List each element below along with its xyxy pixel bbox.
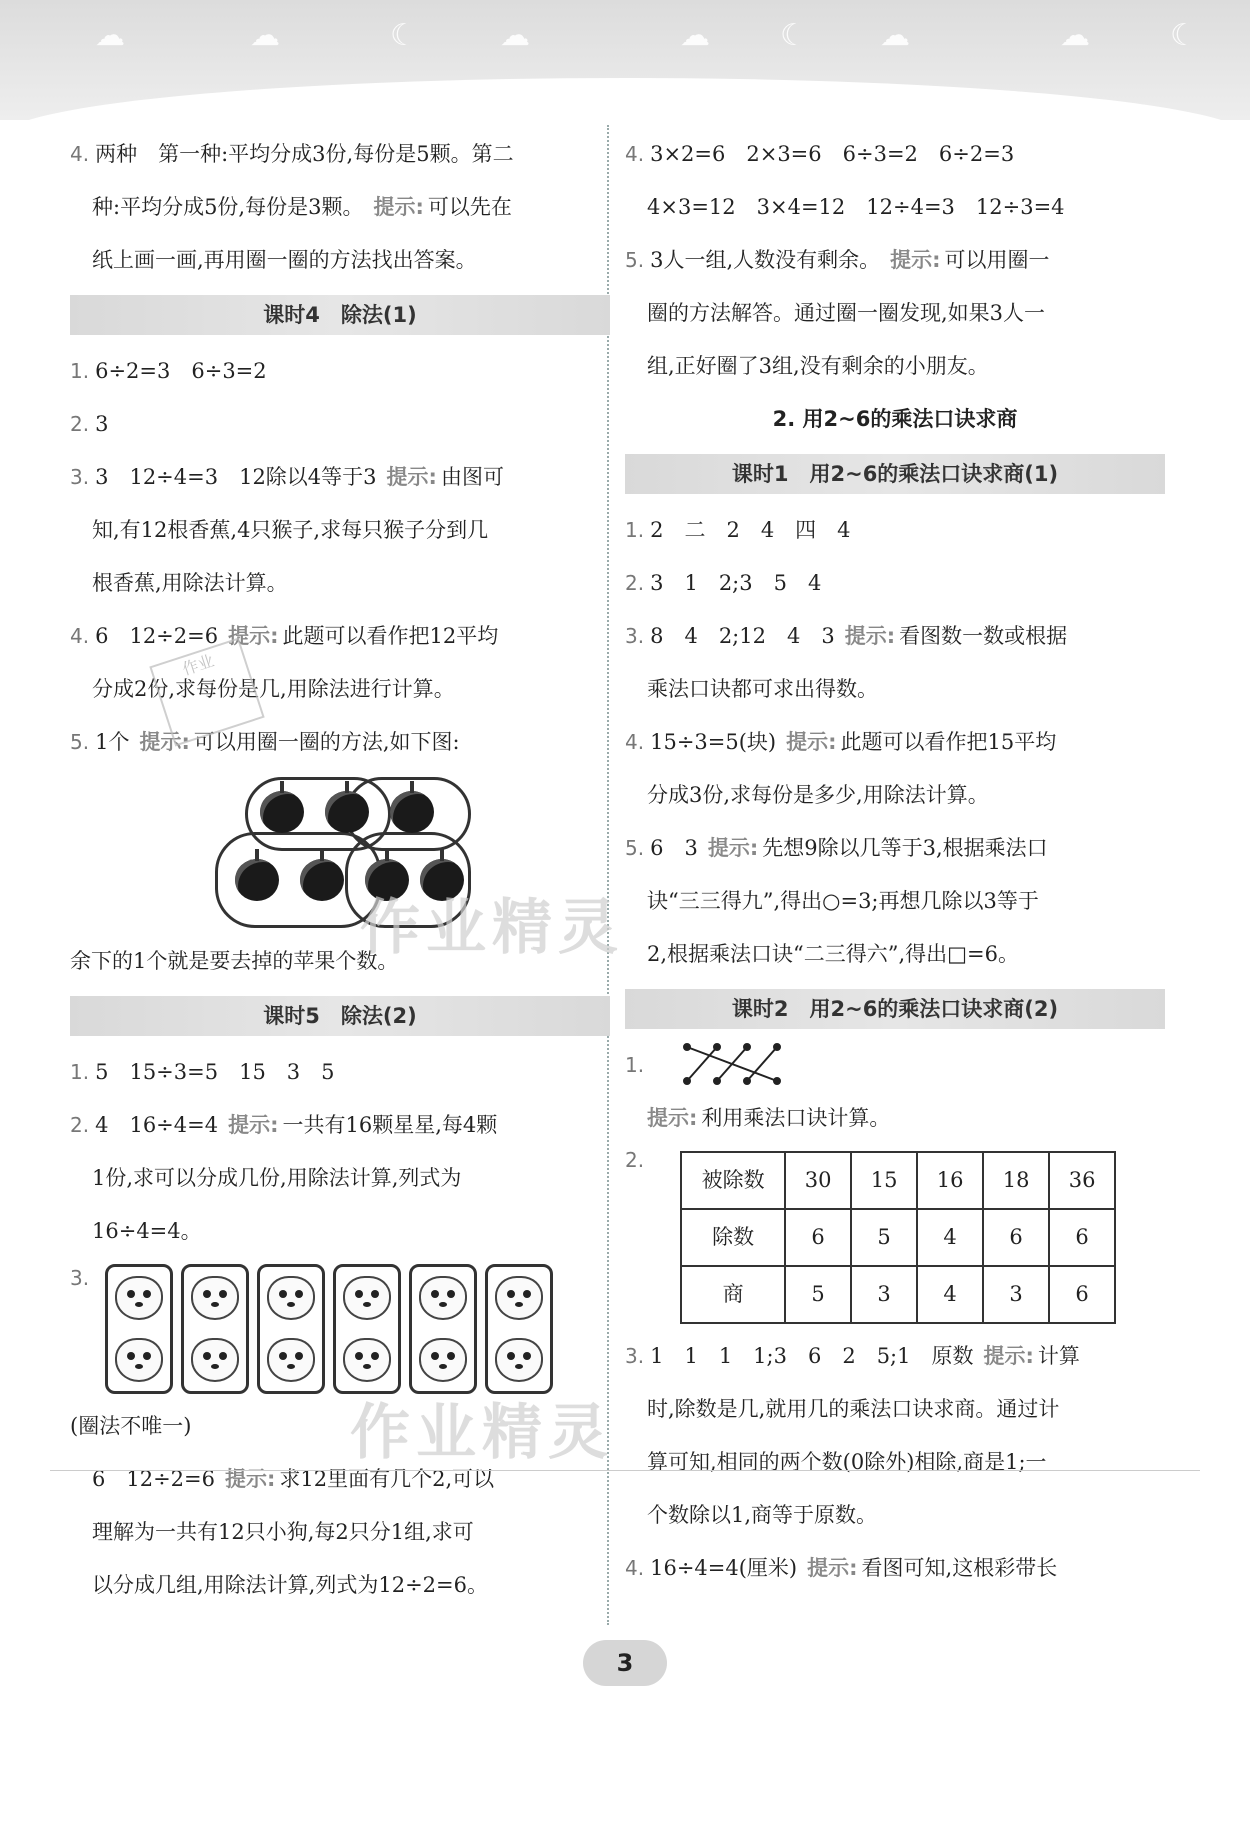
- answer-line: 组,正好圈了3组,没有剩余的小朋友。: [647, 354, 989, 378]
- answer-line: 3. 1 1 1 1;3 6 2 5;1 原数 提示: 计算: [625, 1344, 1080, 1368]
- dog-card: [105, 1264, 173, 1394]
- answer-line: 分成3份,求每份是多少,用除法计算。: [647, 783, 989, 807]
- section-title: 课时4 除法(1): [70, 295, 610, 335]
- dog-icon: [191, 1276, 239, 1320]
- answer-line: 4×3=12 3×4=12 12÷4=3 12÷3=4: [647, 195, 1065, 219]
- dog-icon: [495, 1338, 543, 1382]
- apple-icon: [260, 791, 304, 833]
- dog-icon: [495, 1276, 543, 1320]
- answer-line: 2. 3 1 2;3 5 4: [625, 571, 822, 595]
- answer-line: 时,除数是几,就用几的乘法口诀求商。通过计: [647, 1397, 1060, 1421]
- table-cell: 5: [851, 1209, 917, 1266]
- answer-line: 种:平均分成5份,每份是3颗。 提示: 可以先在: [92, 195, 512, 219]
- header-band: [0, 0, 1250, 120]
- answer-line: 2. 4 16÷4=4 提示: 一共有16颗星星,每4颗: [70, 1113, 498, 1137]
- cloud-icon: ☁: [1060, 18, 1090, 53]
- matching-lines-figure: [677, 1039, 807, 1089]
- answer-line: 2,根据乘法口诀“二三得六”,得出□=6。: [647, 942, 1019, 966]
- dog-card: [409, 1264, 477, 1394]
- answer-line: 5. 1个 提示: 可以用圈一圈的方法,如下图:: [70, 730, 460, 754]
- answer-line: 6 12÷2=6 提示: 求12里面有几个2,可以: [92, 1467, 495, 1491]
- right-column: [625, 128, 1165, 1595]
- table-cell: 3: [983, 1266, 1049, 1323]
- answer-line: 5. 3人一组,人数没有剩余。 提示: 可以用圈一: [625, 248, 1050, 272]
- answer-line: 1. 6÷2=3 6÷3=2: [70, 359, 267, 383]
- cloud-icon: ☁: [500, 18, 530, 53]
- fold-line: [50, 1470, 1200, 1471]
- answer-line: 3. 3 12÷4=3 12除以4等于3 提示: 由图可: [70, 465, 504, 489]
- table-cell: 商: [681, 1266, 785, 1323]
- answer-line: 4. 15÷3=5(块) 提示: 此题可以看作把15平均: [625, 730, 1057, 754]
- apple-icon: [235, 859, 279, 901]
- table-cell: 6: [1049, 1266, 1115, 1323]
- table-cell: 15: [851, 1152, 917, 1209]
- quotient-table: [680, 1151, 1116, 1324]
- apple-icon: [300, 859, 344, 901]
- cloud-icon: ☁: [250, 18, 280, 53]
- dog-icon: [267, 1276, 315, 1320]
- apple-icon: [325, 791, 369, 833]
- answer-line: 3. 8 4 2;12 4 3 提示: 看图数一数或根据: [625, 624, 1068, 648]
- answer-line: 1.: [625, 1039, 1165, 1092]
- table-row: [681, 1152, 1115, 1209]
- answer-line: 根香蕉,用除法计算。: [92, 571, 288, 595]
- answer-line: 1. 5 15÷3=5 15 3 5: [70, 1060, 335, 1084]
- table-cell: 6: [1049, 1209, 1115, 1266]
- table-cell: 被除数: [681, 1152, 785, 1209]
- answer-line: 1. 2 二 2 4 四 4: [625, 518, 851, 542]
- page-number: 3: [583, 1640, 667, 1686]
- answer-line: 4. 两种 第一种:平均分成3份,每份是5颗。第二: [70, 142, 514, 166]
- dog-icon: [419, 1276, 467, 1320]
- table-row: [681, 1266, 1115, 1323]
- section-title: 课时1 用2~6的乘法口诀求商(1): [625, 454, 1165, 494]
- dog-card: [333, 1264, 401, 1394]
- dog-card: [485, 1264, 553, 1394]
- answer-line: 乘法口诀都可求出得数。: [647, 677, 878, 701]
- answer-line: 分成2份,求每份是几,用除法进行计算。: [92, 677, 455, 701]
- table-row: [681, 1209, 1115, 1266]
- cloud-icon: ☁: [95, 18, 125, 53]
- table-cell: 18: [983, 1152, 1049, 1209]
- unit-subtitle: 2. 用2~6的乘法口诀求商: [772, 407, 1018, 431]
- table-cell: 6: [983, 1209, 1049, 1266]
- answer-line: 知,有12根香蕉,4只猴子,求每只猴子分到几: [92, 518, 489, 542]
- answer-line: 圈的方法解答。通过圈一圈发现,如果3人一: [647, 301, 1046, 325]
- apple-icon: [390, 791, 434, 833]
- dog-icon: [115, 1338, 163, 1382]
- table-cell: 除数: [681, 1209, 785, 1266]
- table-cell: 36: [1049, 1152, 1115, 1209]
- dog-icon: [267, 1338, 315, 1382]
- answer-line: 4. 6 12÷2=6 提示: 此题可以看作把12平均: [70, 624, 499, 648]
- answer-line: 理解为一共有12只小狗,每2只分1组,求可: [92, 1520, 474, 1544]
- stamp-logo: 作业: [149, 638, 264, 747]
- section-title: 课时2 用2~6的乘法口诀求商(2): [625, 989, 1165, 1029]
- dogs-row: 3.: [70, 1258, 610, 1400]
- answer-line: 以分成几组,用除法计算,列式为12÷2=6。: [92, 1573, 488, 1597]
- answer-line: 个数除以1,商等于原数。: [647, 1503, 878, 1527]
- table-cell: 3: [851, 1266, 917, 1323]
- watermark: 作业精灵: [350, 1398, 614, 1468]
- answer-line: 算可知,相同的两个数(0除外)相除,商是1;一: [647, 1450, 1047, 1474]
- table-cell: 4: [917, 1209, 983, 1266]
- answer-line: 4. 16÷4=4(厘米) 提示: 看图可知,这根彩带长: [625, 1556, 1058, 1580]
- table-cell: 5: [785, 1266, 851, 1323]
- answer-line: 余下的1个就是要去掉的苹果个数。: [70, 949, 399, 973]
- answer-line: 提示: 利用乘法口诀计算。: [647, 1106, 891, 1130]
- table-row-wrap: 2. 被除数 30 15 16 18 36 除数 6 5 4 6 6 商 5 3 4 3 6: [625, 1145, 1165, 1330]
- dog-card: [257, 1264, 325, 1394]
- table-cell: 6: [785, 1209, 851, 1266]
- table-cell: 4: [917, 1266, 983, 1323]
- answer-line: 5. 6 3 提示: 先想9除以几等于3,根据乘法口: [625, 836, 1048, 860]
- cloud-icon: ☁: [680, 18, 710, 53]
- dog-card: [181, 1264, 249, 1394]
- dog-icon: [191, 1338, 239, 1382]
- moon-icon: ☾: [390, 18, 417, 53]
- watermark: 作业精灵: [360, 893, 624, 963]
- answer-line: 2. 3: [70, 412, 109, 436]
- answer-line: 诀“三三得九”,得出○=3;再想几除以3等于: [647, 889, 1039, 913]
- dog-icon: [419, 1338, 467, 1382]
- moon-icon: ☾: [1170, 18, 1197, 53]
- dog-icon: [115, 1276, 163, 1320]
- dog-icon: [343, 1276, 391, 1320]
- table-cell: 30: [785, 1152, 851, 1209]
- section-title: 课时5 除法(2): [70, 996, 610, 1036]
- cloud-icon: ☁: [880, 18, 910, 53]
- table-cell: 16: [917, 1152, 983, 1209]
- answer-line: (圈法不唯一): [70, 1414, 192, 1438]
- dog-figure: [105, 1264, 553, 1394]
- moon-icon: ☾: [780, 18, 807, 53]
- answer-line: 纸上画一画,再用圈一圈的方法找出答案。: [92, 248, 477, 272]
- answer-line: 16÷4=4。: [92, 1219, 202, 1243]
- answer-line: 4. 3×2=6 2×3=6 6÷3=2 6÷2=3: [625, 142, 1015, 166]
- dog-icon: [343, 1338, 391, 1382]
- answer-line: 1份,求可以分成几份,用除法计算,列式为: [92, 1166, 462, 1190]
